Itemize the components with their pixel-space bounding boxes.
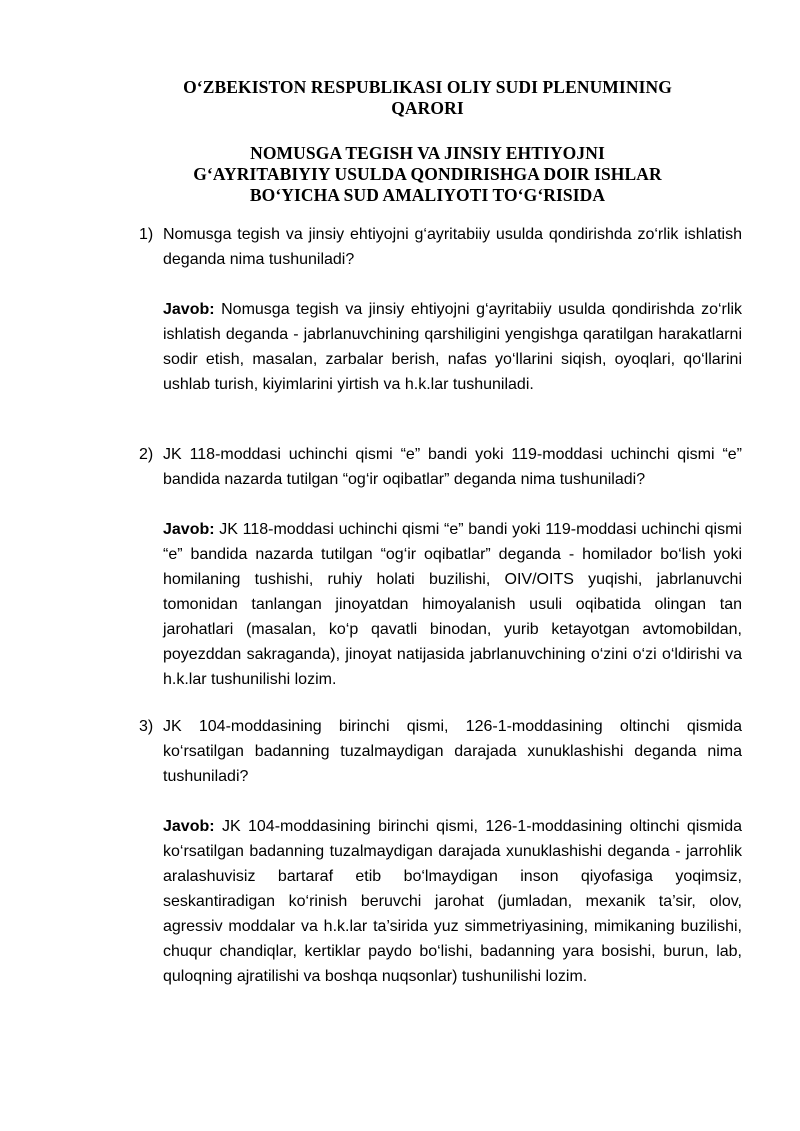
answer-label: Javob:	[163, 818, 215, 835]
qa-item-1	[139, 222, 742, 397]
answer-label: Javob:	[163, 301, 215, 318]
item-number: 3)	[139, 718, 154, 735]
title-line: QARORI	[391, 98, 464, 118]
question-text: JK 118-moddasi uchinchi qismi “e” bandi yoki 119-moddasi uchinchi qismi “e” bandida nazarda tutilgan “og‘ir oqibatlar” deganda nima tushuniladi?	[163, 446, 742, 488]
answer-paragraph	[163, 814, 742, 989]
subtitle-line: G‘AYRITABIYIY USULDA QONDIRISHGA DOIR ISHLAR	[193, 164, 662, 184]
document-subtitle	[140, 143, 715, 206]
answer-paragraph	[163, 517, 742, 692]
question-text: Nomusga tegish va jinsiy ehtiyojni g‘ayritabiiy usulda qondirishda zo‘rlik ishlatish deganda nima tushuniladi?	[163, 226, 742, 268]
answer-paragraph	[163, 297, 742, 397]
subtitle-line: BO‘YICHA SUD AMALIYOTI TO‘G‘RISIDA	[249, 185, 606, 205]
answer-text: JK 118-moddasi uchinchi qismi “e” bandi yoki 119-moddasi uchinchi qismi “e” bandida nazarda tutilgan “og‘ir oqibatlar” deganda - homilador bo‘lish yoki homilaning tushishi, ruhiy holati buzilishi, OIV/OITS yuqishi, jabrlanuvchi tomonidan tanlangan jinoyatdan himoyalanish usuli oqibatida olingan tan jarohatlari (masalan, ko‘p qavatli binodan, yurib ketayotgan avtomobildan, poyezddan sakraganda), jinoyat natijasida jabrlanuvchining o‘zini o‘zi o‘ldirishi va h.k.lar tushunilishi lozim.	[163, 521, 742, 688]
question-text: JK 104-moddasining birinchi qismi, 126-1-moddasining oltinchi qismida ko‘rsatilgan badanning tuzalmaydigan darajada xunuklashishi deganda nima tushuniladi?	[163, 718, 742, 785]
answer-label: Javob:	[163, 521, 215, 538]
item-number: 1)	[139, 226, 154, 243]
answer-text: JK 104-moddasining birinchi qismi, 126-1-moddasining oltinchi qismida ko‘rsatilgan badanning tuzalmaydigan darajada xunuklashishi deganda - jarrohlik aralashuvisiz bartaraf etib bo‘lmaydigan inson qiyofasiga yoqimsiz, seskantiradigan ko‘rinish beruvchi jarohat (jumladan, mexanik ta’sir, olov, agressiv moddalar va h.k.lar ta’sirida yuz simmetriyasining, mimikaning buzilishi, chuqur chandiqlar, kertiklar paydo bo‘lishi, badanning yara bosishi, burun, lab, quloqning ajratilishi va boshqa nuqsonlar) tushunilishi lozim.	[163, 818, 742, 985]
title-line: O‘ZBEKISTON RESPUBLIKASI OLIY SUDI PLENUMINING	[183, 77, 672, 97]
qa-item-3	[139, 714, 742, 989]
item-number: 2)	[139, 446, 154, 463]
answer-text: Nomusga tegish va jinsiy ehtiyojni g‘ayritabiiy usulda qondirishda zo‘rlik ishlatish deganda - jabrlanuvchining qarshiligini yengishga qaratilgan harakatlarni sodir etish, masalan, zarbalar berish, nafas yo‘llarini siqish, oyoqlari, qo‘llarini ushlab turish, kiyimlarini yirtish va h.k.lar tushuniladi.	[163, 301, 742, 393]
document-title	[140, 77, 715, 119]
qa-item-2	[139, 442, 742, 692]
subtitle-line: NOMUSGA TEGISH VA JINSIY EHTIYOJNI	[250, 143, 605, 163]
